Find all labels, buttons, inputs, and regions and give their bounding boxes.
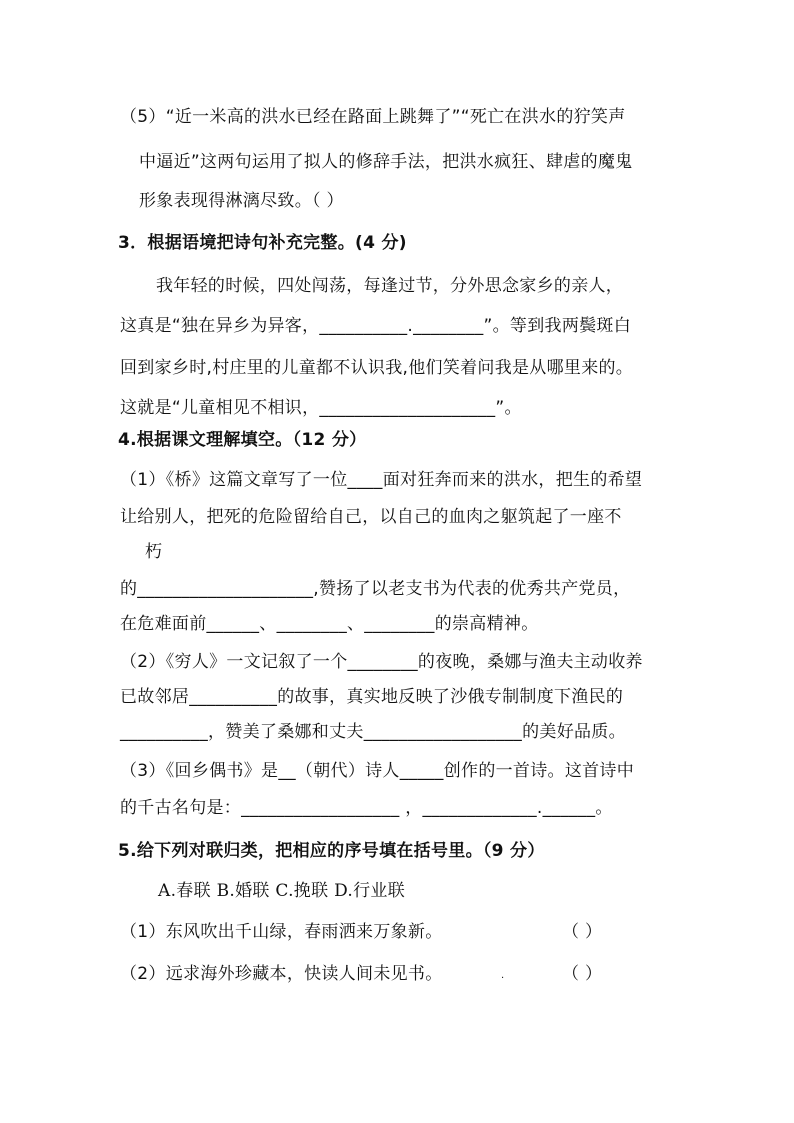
q2-item5-line1: （5）“近一米高的洪水已经在路面上跳舞了”“死亡在洪水的狞笑声 <box>120 107 626 127</box>
q5-options: A.春联 B.婚联 C.挽联 D.行业联 <box>158 881 406 901</box>
q3-line4: 这就是“儿童相见不相识，____________________”。 <box>120 398 522 418</box>
q3-line3: 回到家乡时,村庄里的儿童都不认识我,他们笑着问我是从哪里来的。 <box>120 358 634 378</box>
q5-item2: （2）远求海外珍藏本，快读人间未见书。 <box>120 964 443 984</box>
q5-item1-answer-paren: （ ） <box>562 922 603 942</box>
q4-item1-line2: 让给别人，把死的危险留给自己，以自己的血肉之躯筑起了一座不 <box>120 507 622 527</box>
q4-item3-line1: （3）《回乡偶书》是__（朝代）诗人_____创作的一首诗。这首诗中 <box>120 761 635 781</box>
q4-item2-line1: （2）《穷人》一文记叙了一个________的夜晚，桑娜与渔夫主动收养 <box>120 652 643 672</box>
q3-title: 3．根据语境把诗句补充完整。(4 分) <box>118 233 407 253</box>
q4-title: 4.根据课文理解填空。（12 分） <box>118 430 367 450</box>
q2-item5-line2: 中逼近”这两句运用了拟人的修辞手法，把洪水疯狂、肆虐的魔鬼 <box>139 152 633 172</box>
q3-line1: 我年轻的时候，四处闯荡，每逢过节，分外思念家乡的亲人， <box>156 276 624 296</box>
q5-title: 5.给下列对联归类，把相应的序号填在括号里。（9 分） <box>118 841 545 861</box>
q5-item1: （1）东风吹出千山绿，春雨洒来万象新。 <box>120 922 443 942</box>
q4-item1-line3: 朽 <box>145 542 163 562</box>
q4-item2-line3: __________，赞美了桑娜和丈夫__________________的美好品质。 <box>120 722 626 742</box>
q5-item2-dot: . <box>501 970 505 981</box>
q2-item5-line3: 形象表现得淋漓尽致。（ ） <box>139 191 344 211</box>
q4-item1-line5: 在危难面前______、________、________的崇高精神。 <box>120 614 539 634</box>
q4-item1-line4: 的____________________,赞扬了以老支书为代表的优秀共产党员， <box>120 579 631 599</box>
q5-item2-answer-paren: （ ） <box>562 964 603 984</box>
q4-item3-line2: 的千古名句是：__________________ ，_____________.______。 <box>120 798 613 818</box>
q4-item1-line1: （1）《桥》这篇文章写了一位____面对狂奔而来的洪水，把生的希望 <box>120 470 643 490</box>
q4-item2-line2: 已故邻居__________的故事，真实地反映了沙俄专制制度下渔民的 <box>120 687 624 707</box>
q3-line2: 这真是“独在异乡为异客，__________.________”。等到我两鬓斑白 <box>120 316 632 336</box>
